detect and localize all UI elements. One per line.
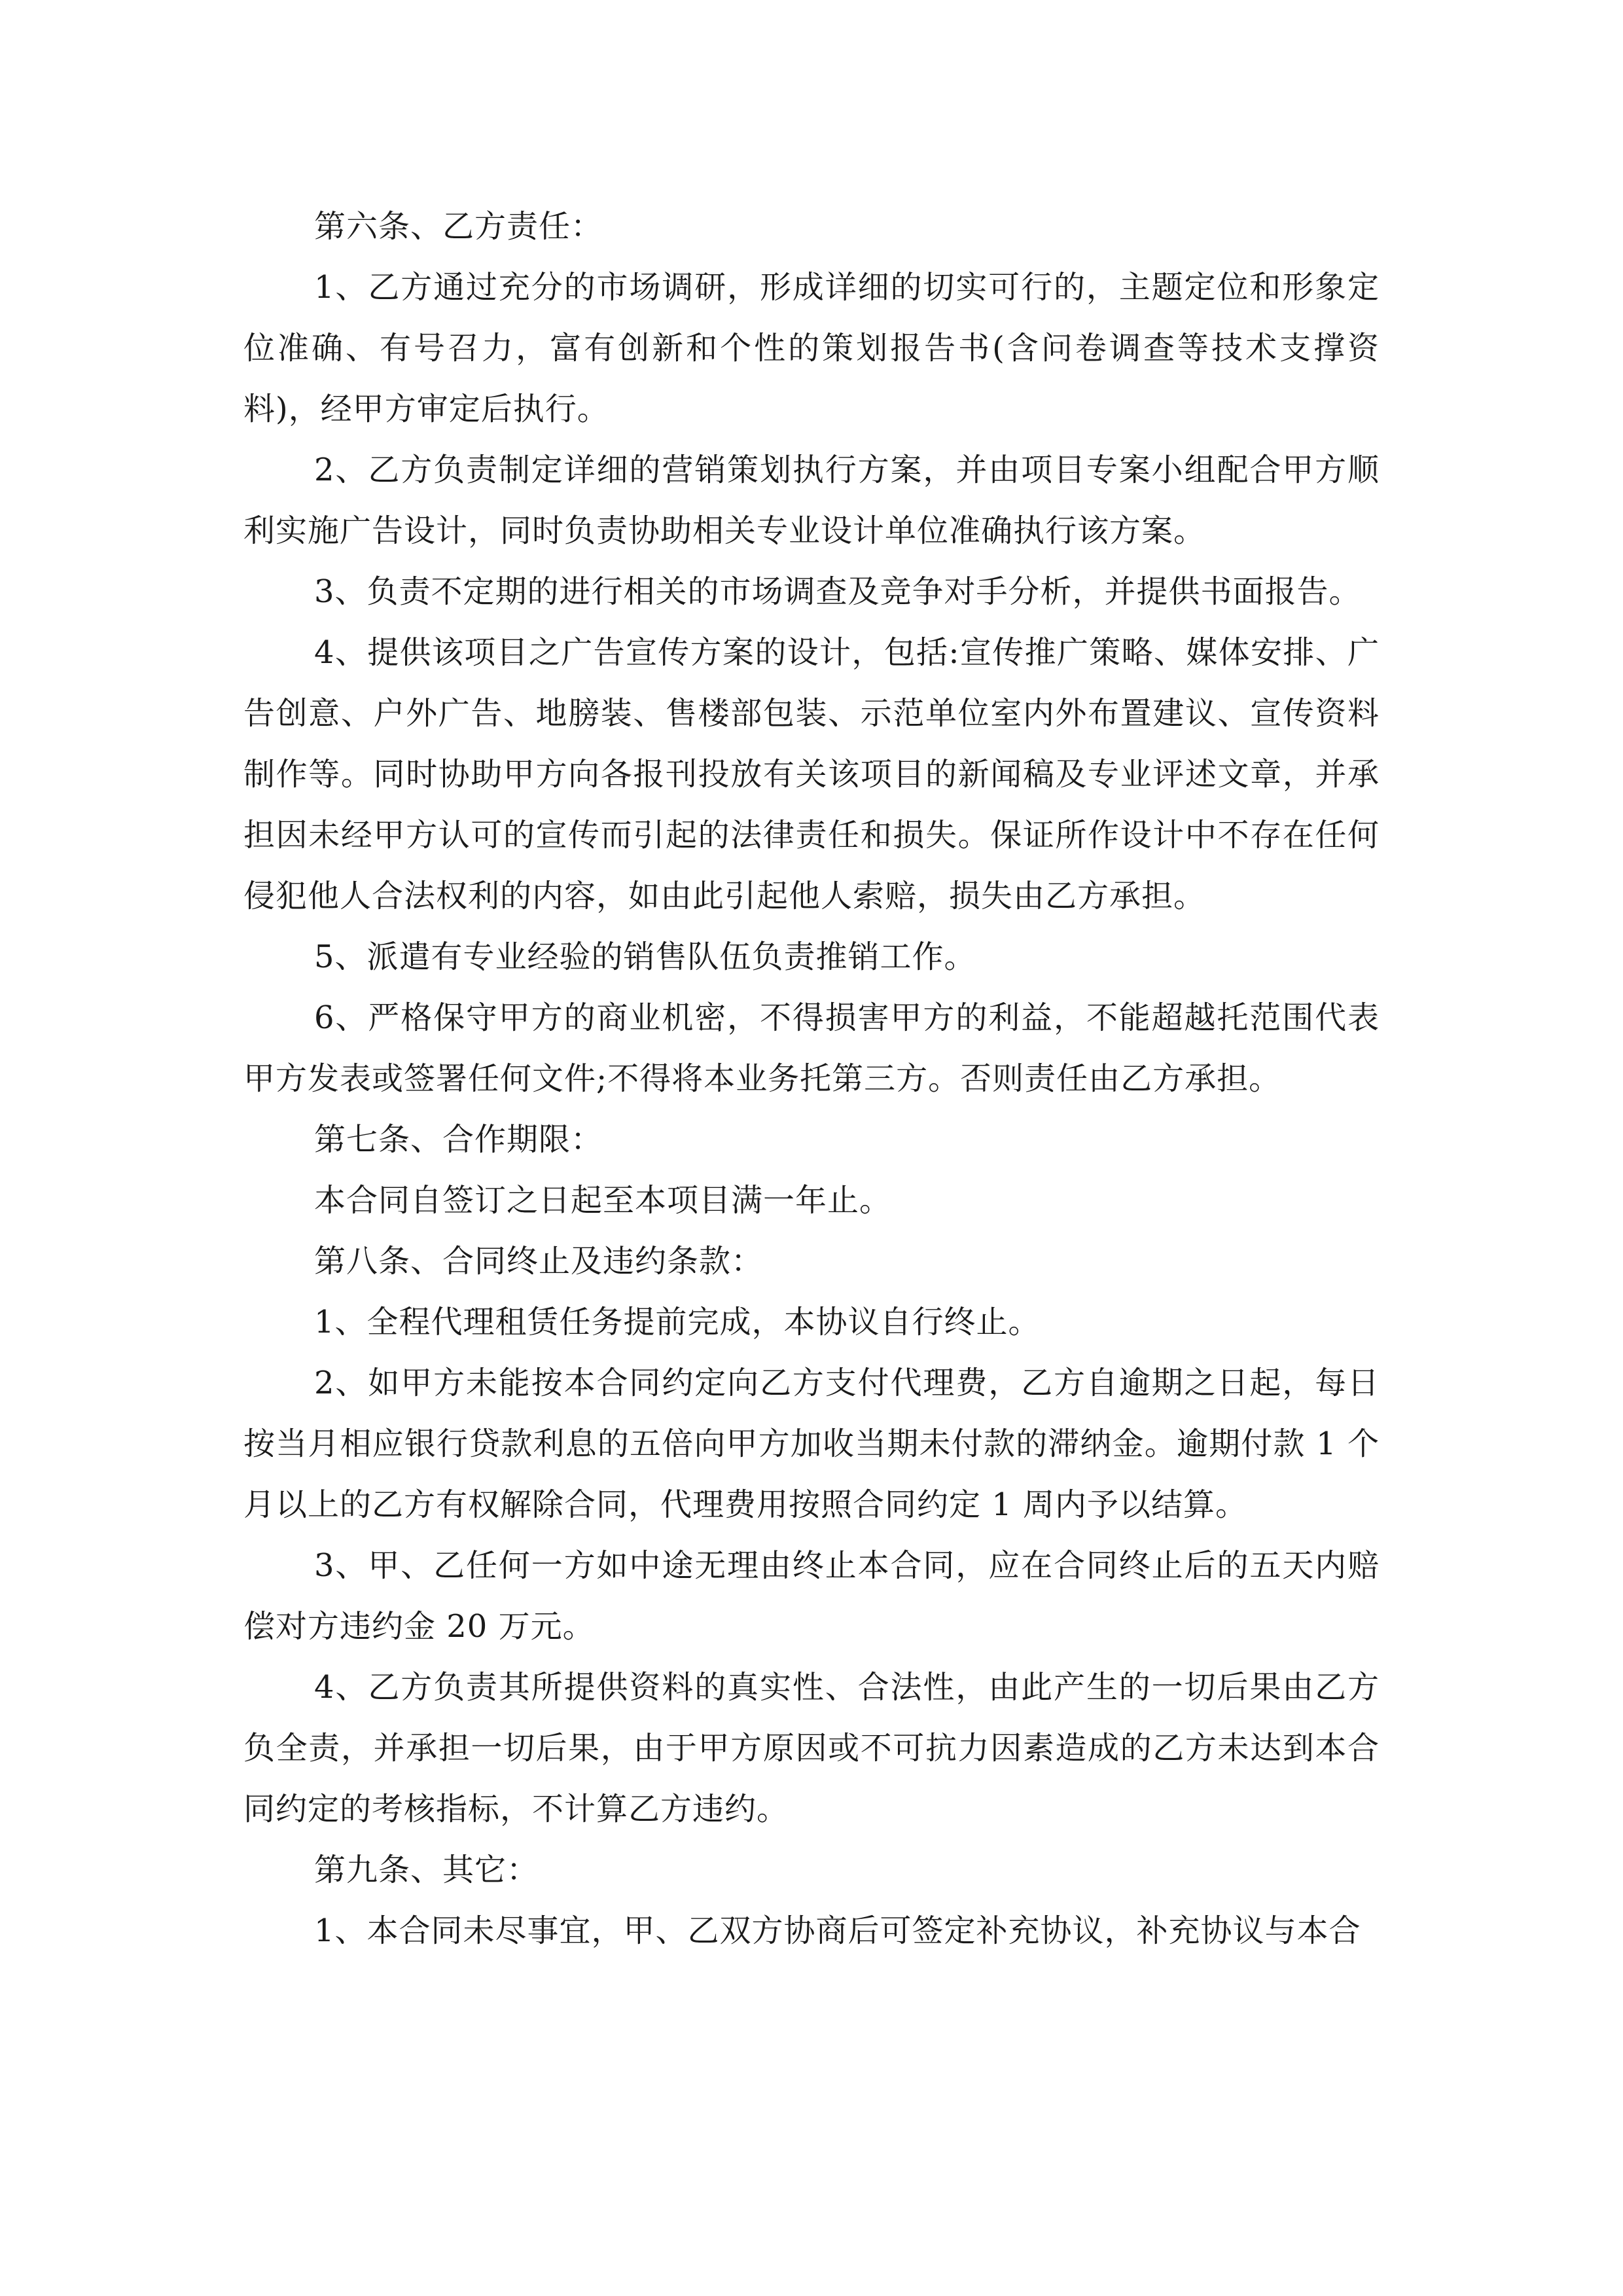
article-6-clause-1: 1、乙方通过充分的市场调研，形成详细的切实可行的，主题定位和形象定位准确、有号召力，富有创新和个性的策划报告书(含问卷调查等技术支撑资料)，经甲方审定后执行。 [243, 269, 1380, 427]
contract-body [243, 196, 1380, 1962]
article-6-clause-3: 3、负责不定期的进行相关的市场调查及竞争对手分析，并提供书面报告。 [314, 573, 1361, 610]
article-7-body: 本合同自签订之日起至本项目满一年止。 [314, 1182, 892, 1219]
article-9-heading: 第九条、其它： [314, 1852, 539, 1888]
article-8-clause-3: 3、甲、乙任何一方如中途无理由终止本合同，应在合同终止后的五天内赔偿对方违约金 20 万元。 [243, 1547, 1380, 1645]
article-8-clause-1: 1、全程代理租赁任务提前完成，本协议自行终止。 [314, 1304, 1041, 1340]
article-8-heading: 第八条、合同终止及违约条款： [314, 1243, 764, 1280]
article-8-clause-2: 2、如甲方未能按本合同约定向乙方支付代理费，乙方自逾期之日起，每日按当月相应银行贷款利息的五倍向甲方加收当期未付款的滞纳金。逾期付款 1 个月以上的乙方有权解除合同，代理费用按照合同约定 1 周内予以结算。 [243, 1365, 1380, 1523]
article-6-heading: 第六条、乙方责任： [314, 208, 603, 245]
article-9-clause-1: 1、本合同未尽事宜，甲、乙双方协商后可签定补充协议，补充协议与本合 [314, 1912, 1361, 1949]
article-8-clause-4: 4、乙方负责其所提供资料的真实性、合法性，由此产生的一切后果由乙方负全责，并承担一切后果，由于甲方原因或不可抗力因素造成的乙方未达到本合同约定的考核指标，不计算乙方违约。 [243, 1669, 1380, 1827]
article-7-heading: 第七条、合作期限： [314, 1121, 603, 1158]
article-6-clause-5: 5、派遣有专业经验的销售队伍负责推销工作。 [314, 939, 976, 975]
article-6-clause-6: 6、严格保守甲方的商业机密，不得损害甲方的利益，不能超越托范围代表甲方发表或签署任何文件;不得将本业务托第三方。否则责任由乙方承担。 [243, 999, 1380, 1097]
article-6-clause-4: 4、提供该项目之广告宣传方案的设计，包括:宣传推广策略、媒体安排、广告创意、户外广告、地膀装、售楼部包装、示范单位室内外布置建议、宣传资料制作等。同时协助甲方向各报刊投放有关该项目的新闻稿及专业评述文章，并承担因未经甲方认可的宣传而引起的法律责任和损失。保证所作设计中不存在任何侵犯他人合法权利的内容，如由此引起他人索赔，损失由乙方承担。 [243, 634, 1380, 914]
article-6-clause-2: 2、乙方负责制定详细的营销策划执行方案，并由项目专案小组配合甲方顺利实施广告设计，同时负责协助相关专业设计单位准确执行该方案。 [243, 452, 1380, 549]
